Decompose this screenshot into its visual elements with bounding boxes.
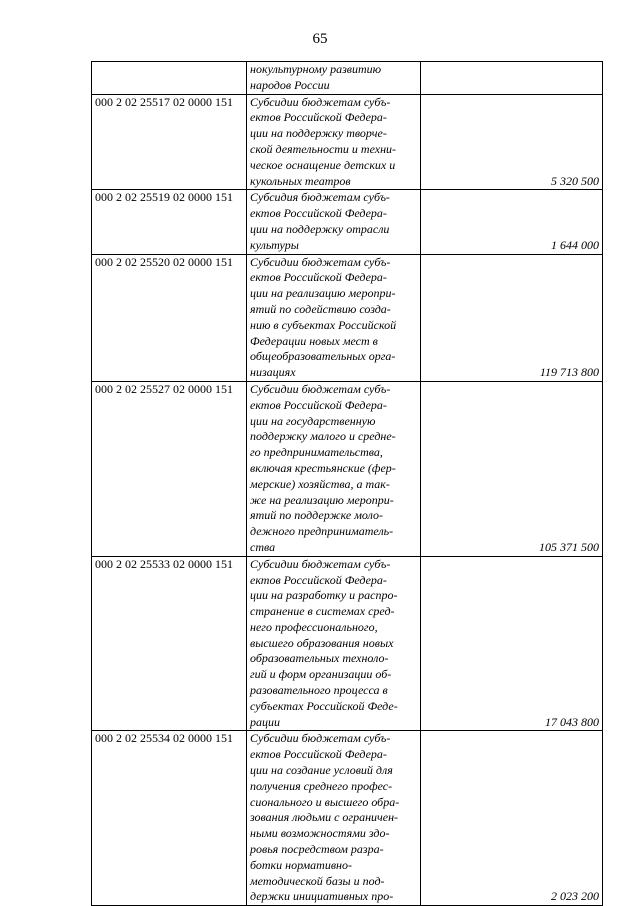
- description-line: субъектах Российской Феде-: [250, 698, 398, 713]
- description-line: ятий по содействию созда-: [250, 301, 391, 316]
- description-cell: [247, 190, 421, 254]
- description-line: ектов Российской Федера-: [250, 747, 387, 762]
- amount-cell: 119 713 800: [421, 254, 603, 381]
- description-cell: [247, 94, 421, 190]
- description-line: народов России: [250, 77, 330, 92]
- description-line: низациях: [250, 365, 296, 380]
- description-line: ской деятельности и техни-: [250, 141, 397, 156]
- description-line: ческое оснащение детских и: [250, 157, 396, 172]
- description-line: ции на разработку и распро-: [250, 588, 398, 603]
- description-line: странение в системах сред-: [250, 604, 395, 619]
- description-line: нию в субъектах Российской: [250, 317, 397, 332]
- description-line: Субсидия бюджетам субъ-: [250, 190, 390, 205]
- description-line: мерские) хозяйства, а так-: [250, 476, 390, 491]
- description-line: ятий по поддержке моло-: [250, 508, 383, 523]
- description-line: получения среднего профес-: [250, 778, 393, 793]
- description-line: ровья посредством разра-: [250, 842, 384, 857]
- amount-cell: [421, 62, 603, 95]
- description-line: кукольных театров: [250, 173, 351, 188]
- budget-code-cell: 000 2 02 25527 02 0000 151: [92, 381, 247, 556]
- description-line: дежного предприниматель-: [250, 524, 394, 539]
- description-line: ектов Российской Федера-: [250, 206, 387, 221]
- description-line: Федерации новых мест в: [250, 333, 378, 348]
- budget-code-cell: 000 2 02 25520 02 0000 151: [92, 254, 247, 381]
- description-line: ции на поддержку отрасли: [250, 221, 390, 236]
- description-line: общеобразовательных орга-: [250, 349, 396, 364]
- description-line: ции на реализацию меропри-: [250, 286, 396, 301]
- table-row: [92, 381, 603, 556]
- description-line: сионального и высшего обра-: [250, 794, 400, 809]
- table-row: [92, 731, 603, 906]
- amount-cell: 2 023 200: [421, 731, 603, 906]
- description-line: ектов Российской Федера-: [250, 270, 387, 285]
- description-cell: [247, 731, 421, 906]
- description-line: него профессионального,: [250, 619, 378, 634]
- budget-code-cell: 000 2 02 25517 02 0000 151: [92, 94, 247, 190]
- description-line: зования людьми с ограничен-: [250, 810, 399, 825]
- description-line: же на реализацию меропри-: [250, 492, 394, 507]
- description-line: ботки нормативно-: [250, 857, 352, 872]
- description-line: рации: [250, 714, 280, 729]
- description-line: гий и форм организации об-: [250, 667, 392, 682]
- description-line: Субсидии бюджетам субъ-: [250, 381, 391, 396]
- description-line: го предпринимательства,: [250, 445, 383, 460]
- budget-table: [91, 61, 603, 906]
- description-cell: [247, 556, 421, 731]
- description-line: Субсидии бюджетам субъ-: [250, 556, 391, 571]
- description-line: культуры: [250, 237, 299, 252]
- description-line: нокультурному развитию: [250, 62, 382, 76]
- budget-code-cell: 000 2 02 25533 02 0000 151: [92, 556, 247, 731]
- description-cell: [247, 254, 421, 381]
- description-line: ции на государственную: [250, 413, 376, 428]
- description-line: высшего образования новых: [250, 635, 394, 650]
- budget-code-cell: 000 2 02 25519 02 0000 151: [92, 190, 247, 254]
- table-row: [92, 190, 603, 254]
- table-row: [92, 254, 603, 381]
- table-row: [92, 62, 603, 95]
- amount-cell: 105 371 500: [421, 381, 603, 556]
- description-line: разовательного процесса в: [250, 683, 388, 698]
- description-line: ектов Российской Федера-: [250, 572, 387, 587]
- description-line: держки инициативных про-: [250, 889, 394, 904]
- description-line: ства: [250, 539, 276, 554]
- page-number: 65: [312, 31, 328, 47]
- budget-code-cell: [92, 62, 247, 95]
- amount-cell: 5 320 500: [421, 94, 603, 190]
- amount-cell: 1 644 000: [421, 190, 603, 254]
- amount-cell: 17 043 800: [421, 556, 603, 731]
- description-line: ными возможностями здо-: [250, 826, 390, 841]
- description-line: ектов Российской Федера-: [250, 397, 387, 412]
- table-row: [92, 556, 603, 731]
- description-line: Субсидии бюджетам субъ-: [250, 731, 391, 746]
- table-row: [92, 94, 603, 190]
- description-line: ции на поддержку творче-: [250, 126, 387, 141]
- description-line: ектов Российской Федера-: [250, 110, 387, 125]
- description-line: поддержку малого и средне-: [250, 429, 396, 444]
- description-line: ции на создание условий для: [250, 763, 393, 778]
- description-line: методической базы и под-: [250, 873, 385, 888]
- description-cell: [247, 62, 421, 95]
- table-body: [92, 62, 603, 906]
- description-line: Субсидии бюджетам субъ-: [250, 254, 391, 269]
- description-line: образовательных техноло-: [250, 651, 389, 666]
- description-line: включая крестьянские (фер-: [250, 460, 396, 475]
- budget-code-cell: 000 2 02 25534 02 0000 151: [92, 731, 247, 906]
- description-cell: [247, 381, 421, 556]
- description-line: Субсидии бюджетам субъ-: [250, 94, 391, 109]
